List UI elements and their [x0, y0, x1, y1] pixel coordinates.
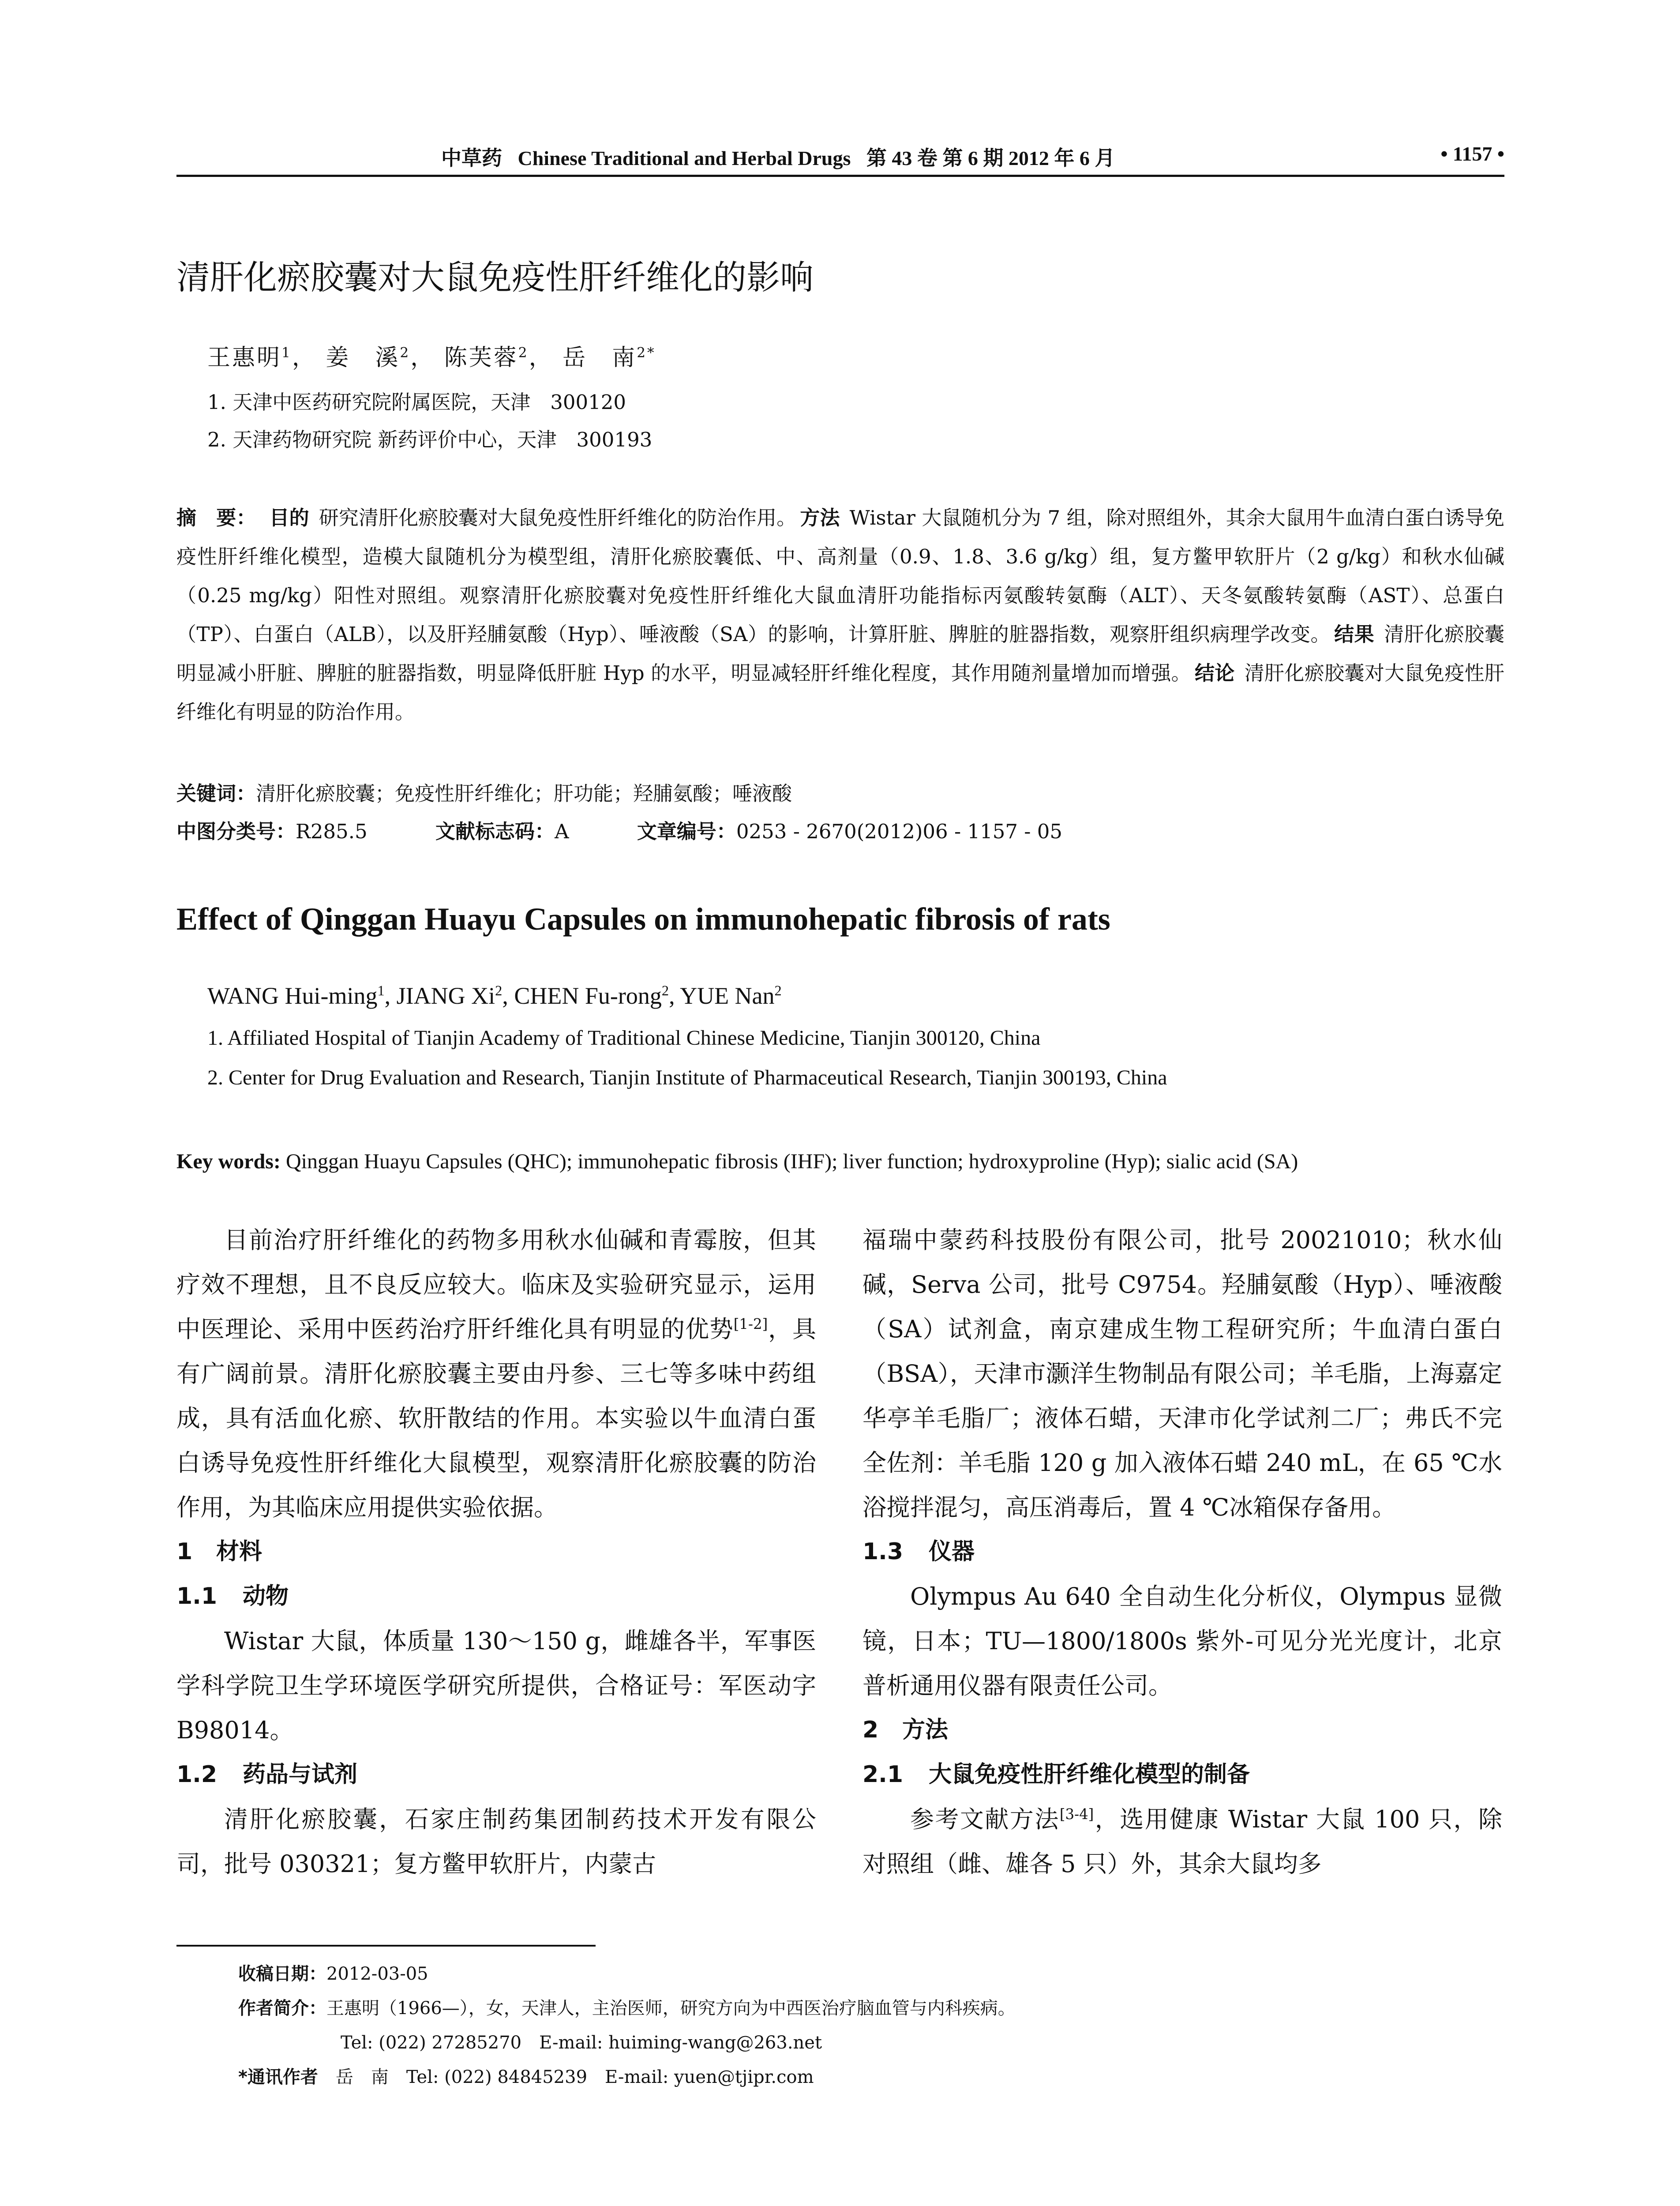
affiliation-en-2: 2. Center for Drug Evaluation and Research, Tianjin Institute of Pharmaceutical Research, Tianjin 300193, China — [207, 1066, 1167, 1089]
corresponding-text: 岳 南 Tel: (022) 84845239 E-mail: yuen@tjipr.com — [335, 2067, 814, 2087]
methods-text: Wistar 大鼠随机分为 7 组，除对照组外，其余大鼠用牛血清白蛋白诱导免疫性肝纤维化模型，造模大鼠随机分为模型组，清肝化瘀胶囊低、中、高剂量（0.9、1.8、3.6 g/kg）组，复方鳖甲软肝片（2 g/kg）和秋水仙碱（0.25 mg/kg）阳性对照组。观察清肝化瘀胶囊对免疫性肝纤维化大鼠血清肝功能指标丙氨酸转氨酶（ALT）、天冬氨酸转氨酶（AST）、总蛋白（TP）、白蛋白（ALB），以及肝羟脯氨酸（Hyp）、唾液酸（SA）的影响，计算肝脏、脾脏的脏器指数，观察肝组织病理学改变。 — [176, 506, 1504, 646]
author-sup: 1 — [377, 983, 385, 999]
section-number: 1.1 — [176, 1583, 218, 1609]
section-number: 1.2 — [176, 1761, 218, 1788]
section-number: 1 — [176, 1538, 193, 1565]
objective-text: 研究清肝化瘀胶囊对大鼠免疫性肝纤维化的防治作用。 — [319, 506, 797, 529]
author-sup: 2 — [495, 983, 502, 999]
author-cn: 姜 溪 — [326, 345, 400, 371]
abstract-label: 摘 要： — [176, 506, 256, 529]
received-label: 收稿日期： — [238, 1964, 326, 1984]
conclusion-text: 清肝化瘀胶囊对大鼠免疫性肝纤维化有明显的防治作用。 — [176, 661, 1504, 724]
section-title: 方法 — [902, 1717, 949, 1743]
intro-text-b: ，具有广阔前景。清肝化瘀胶囊主要由丹参、三七等多味中药组成，具有活血化瘀、软肝散结的作用。本实验以牛血清白蛋白诱导免疫性肝纤维化大鼠模型，观察清肝化瘀胶囊的防治作用，为其临床应用提供实验依据。 — [176, 1315, 817, 1521]
author-cn: 岳 南 — [562, 345, 637, 371]
drugs-paragraph-continued: 福瑞中蒙药科技股份有限公司，批号 20021010；秋水仙碱，Serva 公司，批号 C9754。羟脯氨酸（Hyp）、唾液酸（SA）试剂盒，南京建成生物工程研究所；牛血清白蛋白（BSA），天津市灏洋生物制品有限公司；羊毛脂，上海嘉定华亭羊毛脂厂；液体石蜡，天津市化学试剂二厂；弗氏不完全佐剂：羊毛脂 120 g 加入液体石蜡 240 mL，在 65 ℃水浴搅拌混匀，高压消毒后，置 4 ℃冰箱保存备用。 — [862, 1226, 1502, 1521]
method-paragraph — [862, 1797, 1502, 1886]
section-title: 动物 — [243, 1583, 289, 1609]
article-number-value: 0253 - 2670(2012)06 - 1157 - 05 — [736, 820, 1063, 843]
title-en: Effect of Qinggan Huayu Capsules on immunohepatic fibrosis of rats — [176, 901, 1110, 937]
methods-label: 方法 — [800, 506, 840, 529]
section-number: 1.3 — [862, 1538, 904, 1565]
author-sup: 2 — [400, 345, 411, 361]
doc-code-value: A — [555, 820, 569, 843]
journal-header — [441, 142, 1125, 171]
journal-name-en: Chinese Traditional and Herbal Drugs — [518, 147, 851, 169]
section-number: 2.1 — [862, 1761, 904, 1788]
journal-name-cn: 中草药 — [441, 147, 502, 169]
keywords-en — [176, 1149, 1298, 1174]
keywords-cn-label: 关键词： — [176, 782, 256, 805]
author-cn: 王惠明 — [207, 345, 282, 371]
section-title: 材料 — [216, 1538, 262, 1565]
author-en: JIANG Xi — [396, 983, 495, 1009]
clc-value: R285.5 — [296, 820, 368, 843]
article-number-label: 文章编号： — [637, 820, 736, 843]
footnote-bio — [238, 1991, 1016, 2026]
affiliation-en-1: 1. Affiliated Hospital of Tianjin Academy of Traditional Chinese Medicine, Tianjin 300120, China — [207, 1026, 1041, 1050]
section-title: 仪器 — [929, 1538, 975, 1565]
author-sup: 2* — [637, 345, 656, 361]
corresponding-label: *通讯作者 — [238, 2067, 318, 2087]
footnotes — [238, 1957, 1016, 2094]
running-header — [176, 142, 1504, 177]
method-text-a: 参考文献方法 — [910, 1805, 1060, 1833]
bio-text: 王惠明（1966—），女，天津人，主治医师，研究方向为中西医治疗脑血管与内科疾病。 — [326, 1998, 1016, 2018]
keywords-en-text: Qinggan Huayu Capsules (QHC); immunohepatic fibrosis (IHF); liver function; hydroxyproline (Hyp); sialic acid (SA) — [285, 1150, 1298, 1173]
authors-en: WANG Hui-ming$^1$, JIANG Xi$^2$, CHEN Fu-rong$^2$, YUE Nan$^2$ — [207, 983, 782, 1009]
section-heading-1 — [176, 1530, 816, 1574]
title-cn: 清肝化瘀胶囊对大鼠免疫性肝纤维化的影响 — [176, 258, 814, 297]
bio-label: 作者简介： — [238, 1998, 326, 2018]
keywords-en-label: Key words: — [176, 1150, 281, 1173]
body-column-right — [862, 1218, 1502, 1886]
citation: [1-2] — [733, 1316, 768, 1332]
instruments-paragraph: Olympus Au 640 全自动生化分析仪，Olympus 显微镜，日本；TU—1800/1800s 紫外-可见分光光度计，北京普析通用仪器有限责任公司。 — [862, 1583, 1502, 1700]
page-number: • 1157 • — [1440, 143, 1504, 165]
section-heading-1-1 — [176, 1574, 816, 1619]
author-en: YUE Nan — [680, 983, 775, 1009]
animals-paragraph: Wistar 大鼠，体质量 130～150 g，雌雄各半，军事医学科学院卫生学环境医学研究所提供，合格证号：军医动字 B98014。 — [176, 1627, 816, 1744]
section-heading-2-1 — [862, 1752, 1502, 1797]
footnote-bio-contact: Tel: (022) 27285270 E-mail: huiming-wang@263.net — [341, 2033, 822, 2053]
section-title: 药品与试剂 — [243, 1761, 358, 1788]
intro-text-a: 目前治疗肝纤维化的药物多用秋水仙碱和青霉胺，但其疗效不理想，且不良反应较大。临床及实验研究显示，运用中医理论、采用中医药治疗肝纤维化具有明显的优势 — [176, 1226, 816, 1343]
doc-code-label: 文献标志码： — [435, 820, 555, 843]
intro-paragraph — [176, 1218, 816, 1530]
classification-line — [176, 815, 1124, 844]
author-sup: 1 — [281, 345, 292, 361]
body-column-left — [176, 1218, 816, 1886]
footnote-divider — [176, 1945, 596, 1947]
received-date: 2012-03-05 — [326, 1964, 428, 1984]
citation: [3-4] — [1059, 1806, 1094, 1823]
results-text: 清肝化瘀胶囊明显减小肝脏、脾脏的脏器指数，明显降低肝脏 Hyp 的水平，明显减轻肝纤维化程度，其作用随剂量增加而增强。 — [176, 623, 1504, 685]
section-heading-1-3 — [862, 1530, 1502, 1574]
footnote-received — [238, 1957, 1016, 1991]
author-cn: 陈芙蓉 — [444, 345, 518, 371]
affiliation-cn-1: 1. 天津中医药研究院附属医院，天津 300120 — [207, 390, 626, 414]
issue-info: 第 43 卷 第 6 期 2012 年 6 月 — [866, 147, 1115, 169]
abstract-cn — [176, 499, 1504, 732]
author-sup: 2 — [661, 983, 669, 999]
clc-label: 中图分类号： — [176, 820, 296, 843]
keywords-cn — [176, 777, 792, 806]
section-title: 大鼠免疫性肝纤维化模型的制备 — [929, 1761, 1250, 1788]
affiliation-cn-2: 2. 天津药物研究院 新药评价中心，天津 300193 — [207, 428, 652, 451]
results-label: 结果 — [1334, 623, 1375, 646]
objective-label: 目的 — [269, 506, 309, 529]
author-sup: 2 — [518, 345, 529, 361]
section-heading-2 — [862, 1708, 1502, 1752]
section-heading-1-2 — [176, 1752, 816, 1797]
conclusion-label: 结论 — [1194, 661, 1235, 685]
authors-cn: 王惠明$^1$， 姜 溪$^2$， 陈芙蓉$^2$， 岳 南$^{2*}$ — [207, 345, 656, 371]
author-en: WANG Hui-ming — [207, 983, 378, 1009]
drugs-paragraph: 清肝化瘀胶囊，石家庄制药集团制药技术开发有限公司，批号 030321；复方鳖甲软肝片，内蒙古 — [176, 1805, 816, 1878]
section-number: 2 — [862, 1717, 879, 1743]
author-sup: 2 — [774, 983, 782, 999]
method-text-b: ，选用健康 Wistar 大鼠 100 只，除对照组（雌、雄各 5 只）外，其余大鼠均多 — [862, 1805, 1502, 1878]
author-en: CHEN Fu-rong — [514, 983, 662, 1009]
keywords-cn-text: 清肝化瘀胶囊；免疫性肝纤维化；肝功能；羟脯氨酸；唾液酸 — [256, 782, 792, 805]
footnote-corresponding — [238, 2060, 1016, 2094]
